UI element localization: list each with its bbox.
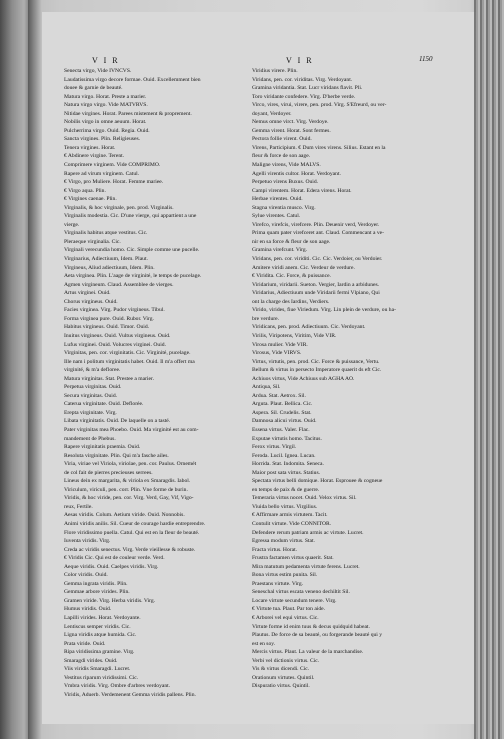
left-entry-line: Inuitus virgineus. Ouid. Vultus virgineus. Ouid. xyxy=(64,332,171,339)
right-entry-line: Temeraria virtus nocet. Ouid. Velox virtus. Sil. xyxy=(252,495,357,502)
left-entry-line: Pulcherrima virgo. Ouid. Regia. Ouid. xyxy=(64,127,150,134)
right-entry-line: nir en sa force & fleur de son aage. xyxy=(252,238,331,245)
left-entry-line: Aeque viridis. Ouid. Caelpes viridis. Virg. xyxy=(64,563,159,570)
left-entry-line: Nobilis virgo in omne aeuum. Horat. xyxy=(64,119,147,126)
right-entry-line: Vis & virtus dicendi. Cic. xyxy=(252,666,310,673)
left-entry-line: Caterua virginitate. Ouid. Deflorée. xyxy=(64,401,144,408)
right-entry-line: Frustra factamen virtus quaerit. Stat. xyxy=(252,555,334,562)
page-number: 1150 xyxy=(419,55,433,63)
left-entry-line: Viria, viriae vel Viriola, viriolae, pen. cor. Paulus. Ornemét xyxy=(64,461,197,468)
right-entry-line: Horrida. Stat. Indomita. Seneca. xyxy=(252,461,324,468)
right-entry-line: Arguta. Plaut. Bellica. Cic. xyxy=(252,401,313,408)
left-entry-line: Vmbra viridis. Virg. Ombre d'arbres verdoyant. xyxy=(64,683,171,690)
right-entry-line: Defendere rerum patriam armis ac virtute. Lucret. xyxy=(252,529,364,536)
right-entry-line: Viridius virere. Plin. xyxy=(252,68,298,74)
right-entry-line: Virco, vires, virui, virere, pen. prod. Virg. S'Efreurd, ou ver- xyxy=(252,102,387,109)
left-entry-line: Natura virgo virgo. Vide MATVRVS. xyxy=(64,102,148,109)
right-entry-line: Bona virtus estim punita. Sil. xyxy=(252,572,318,579)
left-entry-line: € Viridis Cic. Qui est de couleur verde. Verd. xyxy=(64,555,165,562)
page-stack-edge xyxy=(474,0,504,739)
left-entry-line: Matura virginitas. Stat. Prestee a marier. xyxy=(64,375,154,382)
right-entry-line: Praestans virtute. Virg. xyxy=(252,580,304,587)
left-entry-line: Rapere ad virum virginem. Catul. xyxy=(64,170,140,177)
left-entry-line: Viis viridis Smaragdi. Lucret. xyxy=(64,666,131,673)
right-entry-line: Achiuos virtus, Vide Achiuus sub AGHA AO. xyxy=(252,375,355,382)
right-entry-line: Virtus, virtutis, pen. prod. Cic. Force & puissance, Vertu. xyxy=(252,358,380,365)
right-entry-line: Viridicans, pen. prod. Adiectiuum. Cic. Verdoyant. xyxy=(252,324,366,331)
right-entry-line: Prima quam pater virefceret ant. Claud. Commencant a ve- xyxy=(252,230,385,237)
right-entry-line: Viridans, pen. cor. viriditas. Virg. Verdoyant. xyxy=(252,76,353,83)
left-entry-line: Artus virginei. Ouid. xyxy=(64,290,111,297)
left-entry-line: Virginalis, & hoc virginale, pen. prod. Virginalis. xyxy=(64,204,174,211)
left-entry-line: Humus viridis. Ouid. xyxy=(64,606,112,613)
left-entry-line: Libata virginitatis. Ouid. De laquelle on a tasté. xyxy=(64,418,171,425)
right-entry-line: Sylue virentes. Catul. xyxy=(252,213,301,220)
right-entry-line: Viuida bello virtus. Virgilius. xyxy=(252,503,318,510)
left-entry-line: Habitus virgineus. Ouid. Timor. Ouid. xyxy=(64,324,150,331)
right-entry-line: Seneschal virtus escata veneno dechiltit Sil. xyxy=(252,589,350,596)
right-entry-line: Verbi vel dictionis virtus. Cic. xyxy=(252,657,320,664)
right-entry-line: doyant, Verdoyer. xyxy=(252,110,292,117)
left-entry-line: Smaragdi virides. Ouid. xyxy=(64,657,118,664)
right-entry-line: Virido, virides, fiue Viriedum. Virg. Lin plein de verdure, ou ha- xyxy=(252,307,396,314)
left-entry-line: Virginitas, pen. cor. virginitatis. Cic. Virginité, pucelage. xyxy=(64,350,191,357)
left-entry-line: Lentiscus semper viridis. Cic. xyxy=(64,623,131,630)
book-gutter xyxy=(28,0,42,739)
left-entry-line: Comprimere virginem. Vide COMPRIMO. xyxy=(64,162,161,169)
right-entry-line: Damnosa alicui virtus. Ouid. xyxy=(252,418,317,425)
left-entry-line: Prata viride. Ouid. xyxy=(64,640,106,647)
right-entry-line: Amitere viridi anem. Cic. Verdeur de verdure. xyxy=(252,264,355,271)
left-column xyxy=(64,67,260,699)
right-entry-line: Exputae virtutis homo. Tacitus. xyxy=(252,435,322,442)
right-entry-line: Locare virtute secundum tenere. Virg. xyxy=(252,597,337,604)
left-entry-line: Virgineus, Aliud adiectiuum, Idem. Plin. xyxy=(64,264,155,271)
right-entry-line: Feroda. Lucil. Ignea. Lucan. xyxy=(252,452,316,459)
right-entry-line: € Viridita. Cic. Force, & puissance. xyxy=(252,273,331,280)
right-entry-line: Virtute forme id enim tuus & decus quidquid habeat. xyxy=(252,623,370,630)
right-entry-line: Campi virentem. Horat. Edera virens. Horat. xyxy=(252,187,352,194)
left-entry-line: Facies virginea. Virg. Pudor virgineus. Tibul. xyxy=(64,307,165,314)
left-entry-line: Resoluta virginitate. Plin. Qui m'a fasche ailes. xyxy=(64,452,169,459)
left-entry-line: Matura virgo. Horat. Preste a marier. xyxy=(64,93,147,100)
left-entry-line: Ille nam i politum virginitatis habet. Ouid. Il m'a offert ma xyxy=(64,358,195,365)
left-entry-line: Virginalis habitus atque vestitus. Cic. xyxy=(64,230,148,237)
left-entry-line: Lapilli virides. Horat. Verdoyante. xyxy=(64,615,141,621)
left-entry-line: Aesas viridis. Colum. Aetium viride. Ouid. Nonnobis. xyxy=(64,512,185,519)
left-entry-line: Agmen virgineum. Claud. Assemblee de vierges. xyxy=(64,281,174,288)
right-entry-line: en temps de paix & de guerre. xyxy=(252,486,320,493)
right-entry-line: Viridarius, Adiectiuum unde Viridarii fermi Vlpiano, Qui xyxy=(252,290,380,297)
left-entry-line: Lineus dein ex margarita, & viriola ex Smaragdis. Iabol. xyxy=(64,478,191,485)
right-entry-line: € Arborei vel equi virtus. Cic. xyxy=(252,615,319,621)
right-entry-line: Gramina viridantia. Stat. Lucr viridans flavit. Pli. xyxy=(252,85,363,92)
left-entry-line: Laudatissima virgo decore formae. Ouid. Excellemment bien xyxy=(64,76,201,83)
left-entry-line: Viriculum, viriculi, pen. corr. Plin. Vne forme de burin. xyxy=(64,486,188,493)
left-entry-line: vierge. xyxy=(64,221,80,228)
left-entry-line: € Virgo, pro Muliere. Horat. Femme mariee. xyxy=(64,179,164,186)
right-entry-line: ont la charge des Iardins, Verdiers. xyxy=(252,298,330,305)
left-entry-line: Gramen viride. Virg. Herba viridis. Virg. xyxy=(64,597,156,604)
right-entry-line: Viridarium, viridarii. Sueton. Vergier, Iardin a arbidunes. xyxy=(252,281,380,288)
right-entry-line: Pectora follie virent. Ouid. xyxy=(252,136,312,143)
left-entry-line: Rapere virginitatis praemia. Ouid. xyxy=(64,444,141,451)
running-head-left: V I R xyxy=(92,56,120,65)
right-entry-line: bre verdure. xyxy=(252,315,280,322)
left-entry-line: Pleraeque virginalia. Cic. xyxy=(64,238,121,245)
right-column xyxy=(252,67,452,691)
right-entry-line: fleur & force de son aage. xyxy=(252,153,311,160)
right-entry-line: Fracta virtus. Horat. xyxy=(252,546,298,553)
left-entry-line: reux, Fertile. xyxy=(64,503,93,510)
left-entry-line: Forma virginea pure. Ouid. Rubor. Virg. xyxy=(64,315,154,322)
left-entry-line: Viridis, & hoc viride, pen. cor. Virg. Verd, Gay, Vif, Vigo- xyxy=(64,495,194,502)
left-entry-line: Chorus virgineus. Ouid. xyxy=(64,298,118,305)
right-entry-line: Antiqua, Sil. xyxy=(252,384,281,391)
left-entry-line: Gemma ingrata viridis. Plin. xyxy=(64,580,128,587)
right-entry-line: Ardua. Stat. Aetrox. Sil. xyxy=(252,392,306,399)
right-entry-line: Essena virtus. Valer. Flac. xyxy=(252,426,310,433)
left-entry-line: Tenera virgines. Horat. xyxy=(64,144,116,151)
right-entry-line: Contulit virtute. Vide CONNITOR. xyxy=(252,520,332,527)
right-entry-line: € Affirmare armis virtutem. Tacit. xyxy=(252,512,328,519)
left-entry-line: Animi viridis anilis. Sil. Cueur de courage hardie entreprendre. xyxy=(64,520,206,527)
right-entry-line: Spectata virtus belli domique. Horat. Esprouee & cogneue xyxy=(252,478,383,485)
right-entry-line: Perpetuo virens Buxus. Ouid. xyxy=(252,179,319,186)
left-entry-line: Secura virginitas. Ouid. xyxy=(64,392,118,399)
left-entry-line: Virginalis modestia. Cic. D'une vierge, qui appartient a une xyxy=(64,213,197,220)
left-entry-line: Erepta virginitate. Virg. xyxy=(64,409,117,416)
right-entry-line: Orationum virtutes. Quintil. xyxy=(252,674,315,681)
left-entry-line: Iuventa viridis. Virg. xyxy=(64,538,111,545)
right-entry-line: Virosa mulier. Vide VIR. xyxy=(252,341,308,348)
right-entry-line: est en soy. xyxy=(252,640,276,647)
right-entry-line: Maior post sata virtus. Statius. xyxy=(252,469,321,476)
right-entry-line: € Virtute tua. Plaut. Par ton aide. xyxy=(252,606,326,613)
right-entry-line: Nemus omne virct. Virg. Verdoye. xyxy=(252,119,329,126)
left-entry-line: Color viridis. Ouid. xyxy=(64,572,108,579)
right-entry-line: Herbae virentes. Ouid. xyxy=(252,196,303,203)
left-entry-line: virginité, & m'a defloree. xyxy=(64,367,121,374)
facing-page-edge xyxy=(0,0,30,739)
left-entry-line: Creda ac viridis senectus. Virg. Verde vieillesse & robuste. xyxy=(64,546,196,553)
right-entry-line: Maligne virens, Vide MALVS. xyxy=(252,162,321,169)
right-entry-line: Virefco, virefcis, virefcere. Plin. Deuenir verd, Verdoyer. xyxy=(252,221,380,228)
left-entry-line: Gemmae arbore virides. Plin. xyxy=(64,589,130,596)
left-entry-line: Virginali verecundia homo. Cic. Simple comme une pucelle. xyxy=(64,247,200,254)
left-entry-line: Virginarius, Adiectiuum, Idem. Plaut. xyxy=(64,256,148,263)
left-entry-line: Lufus virginei. Ouid. Volucres virginei. Ouid. xyxy=(64,341,166,348)
left-entry-line: Nitidae virgines. Horat. Parees mistement & proprement. xyxy=(64,110,192,117)
right-entry-line: Gramina virefcunt. Virg. xyxy=(252,247,308,254)
right-entry-line: Gemma virent. Horat. Sont fermes. xyxy=(252,127,331,134)
left-entry-line: Vestitus riparum viridissimi. Cic. xyxy=(64,674,139,681)
left-entry-line: € Virgines caenae. Plin. xyxy=(64,196,117,203)
left-entry-line: Sancta virgines. Plin. Religieuses. xyxy=(64,136,141,143)
left-entry-line: Perpetua virginitas. Ouid. xyxy=(64,384,122,391)
left-entry-line: Senecta virgo, Vide IVNCVS. xyxy=(64,68,132,74)
right-entry-line: Viridans, pen. cor. viriditi. Cic. Cic. Verdoier, ou Verdoier. xyxy=(252,256,383,263)
left-entry-line: mandement de Phebus. xyxy=(64,435,116,442)
right-entry-line: Virens, Participium. € Dum vires virens. Silius. Estant en la xyxy=(252,144,386,151)
left-entry-line: douee & garnie de beauté. xyxy=(64,85,123,92)
left-entry-line: Viridis, Aduerb. Verdemenent Gemma viridis pallens. Plin. xyxy=(64,691,196,698)
left-entry-line: Aeta virginea. Plin. L'aage de virginité, le temps de pucelage. xyxy=(64,273,202,280)
left-entry-line: de col fait de pierres precieuses serrees. xyxy=(64,469,153,476)
right-entry-line: Toro viridante confedere. Virg. D'herbe verde. xyxy=(252,93,356,100)
left-entry-line: Ligna viridis atque humida. Cic. xyxy=(64,632,137,639)
right-entry-line: Aspera. Sil. Crudelis. Stat. xyxy=(252,409,312,416)
right-entry-line: Agelli virentis cultor. Horat. Verdoyant. xyxy=(252,170,341,177)
right-entry-line: Plautus. De force de sa beauté, ou forgerande beauté qui y xyxy=(252,632,383,639)
right-entry-line: Dispuratio virtus. Quintil. xyxy=(252,683,310,690)
right-entry-line: Mira matutum pedamenta virtute ferens. Lucret. xyxy=(252,563,360,570)
right-entry-line: Bellum & virtus in persecto Imperatore quaerit ds eft Cic. xyxy=(252,367,382,374)
left-entry-line: Flore viridissimo puella. Catul. Qui est en la fleur de beauté. xyxy=(64,529,200,536)
right-entry-line: Stagna virentia musco. Virg. xyxy=(252,204,316,211)
right-entry-line: Egressa modum virtus. Stat. xyxy=(252,538,315,545)
left-entry-line: Pater virginitas mea Phoebo. Ouid. Ma virginité est au com- xyxy=(64,426,199,433)
right-entry-line: Mercis virtus. Plaut. La valeur de la marchandise. xyxy=(252,649,364,656)
right-entry-line: Virilis, Viripotens, Viritim, Vide VIR. xyxy=(252,332,337,339)
left-entry-line: Ripa viridissima gramine. Virg. xyxy=(64,649,135,656)
right-entry-line: Virosus, Vide VIRVS. xyxy=(252,350,302,357)
left-entry-line: € Abdinere virgine. Terent. xyxy=(64,153,125,160)
running-head-right: V I R xyxy=(286,56,314,65)
right-entry-line: Ferox virtus. Virgil. xyxy=(252,444,297,451)
left-entry-line: € Virgo aqua. Plin. xyxy=(64,187,106,194)
